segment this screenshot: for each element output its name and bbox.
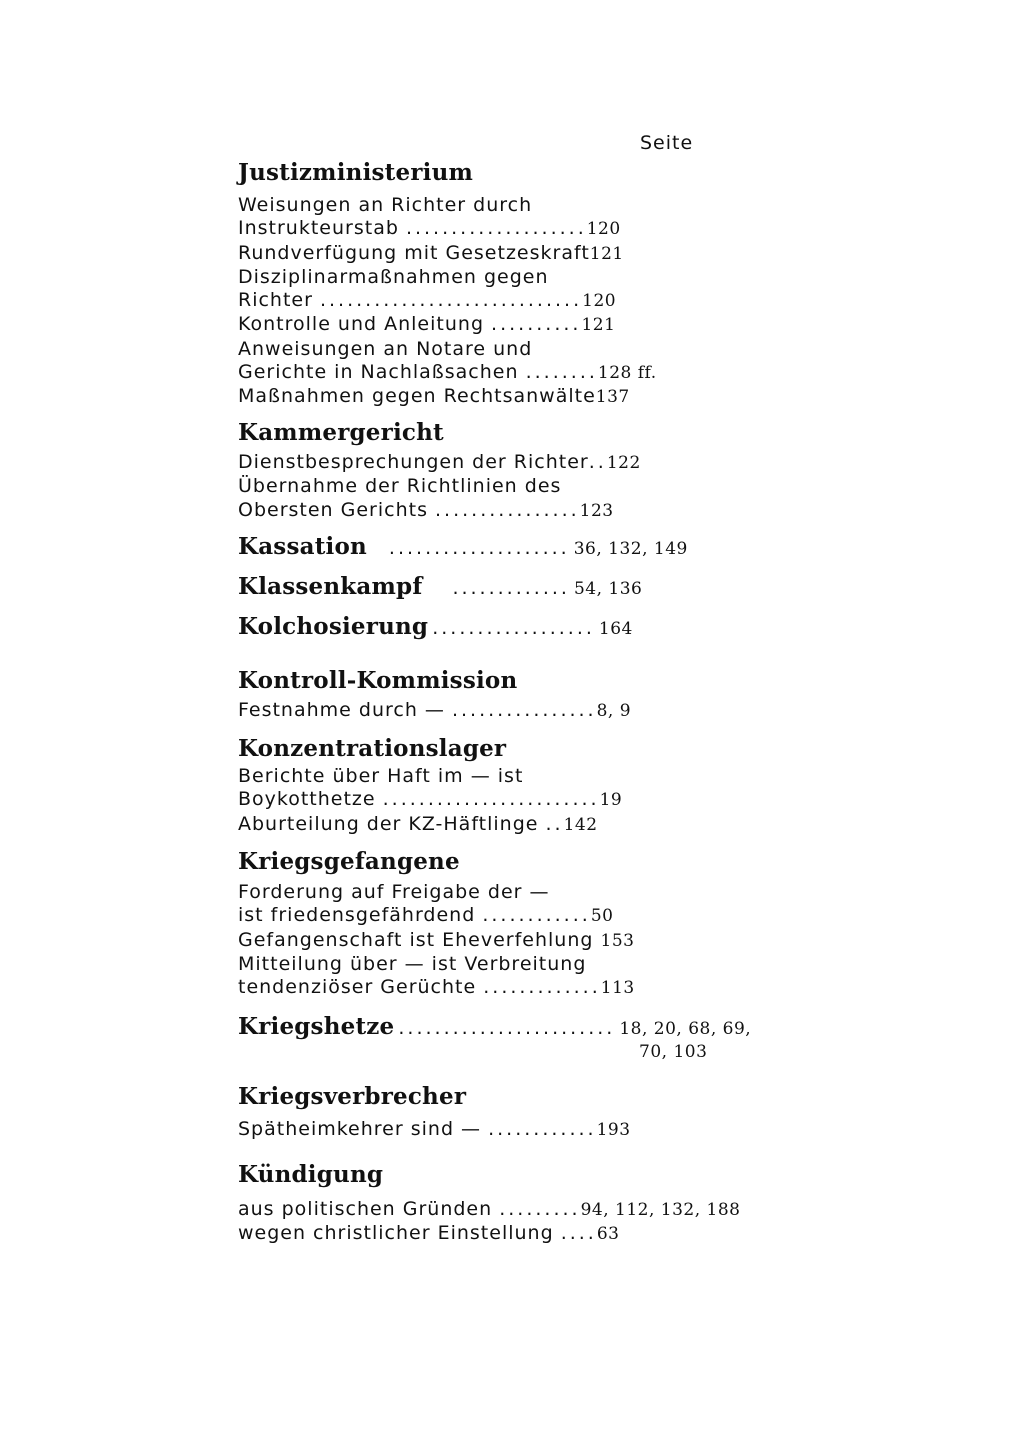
page-ref: 128 ff. [597,363,657,384]
page-ref: 63 [596,1224,620,1245]
entry-kriegsverbrecher [238,1084,798,1142]
subentry-line: Anweisungen an Notare und [238,337,533,360]
page-ref: 142 [563,814,598,835]
entry-heading: Kammergericht [238,419,444,446]
entry-heading: Kündigung [238,1161,384,1188]
page-ref: 153 [600,930,635,951]
entry-klassenkampf: Klassenkampf ............. 54, 136 [238,573,643,600]
entry-kammergericht [238,420,798,523]
entry-kontroll-kommission [238,668,798,723]
entry-heading: Kriegshetze [238,1013,395,1040]
subentry-line: Maßnahmen gegen Rechtsanwälte137 [238,385,630,408]
page-ref: 193 [596,1120,631,1140]
entry-kriegsgefangene [238,849,798,1000]
entry-justizministerium [238,160,798,410]
subentry-line: Übernahme der Richtlinien des [238,475,562,498]
subentry-line: Mitteilung über — ist Verbreitung [238,952,587,975]
entry-heading: Kontroll-Kommission [238,667,518,694]
entry-heading: Klassenkampf [238,573,423,600]
page-ref: 8, 9 [596,701,632,721]
entry-heading: Kriegsverbrecher [238,1083,467,1110]
page-ref-continuation: 70, 103 [639,1042,708,1062]
entry-heading: Kriegsgefangene [238,848,460,875]
subentry-line: Aburteilung der KZ-Häftlinge ..142 [238,812,598,835]
page-ref: 54, 136 [573,579,643,599]
page-ref: 18, 20, 68, 69, [619,1019,752,1039]
subentry-line: Berichte über Haft im — ist [238,765,524,787]
subentry-line: aus politischen Gründen .........94, 112, 132, 188 [238,1198,741,1220]
subentry-line: Festnahme durch — ................8, 9 [238,699,632,721]
subentry-line: Weisungen an Richter durch [238,194,533,216]
entry-heading: Kolchosierung [238,613,429,640]
page-ref: 94, 112, 132, 188 [580,1200,741,1220]
page-ref: 19 [599,790,623,811]
entry-konzentrationslager [238,736,798,837]
page-ref: 113 [600,978,635,999]
subentry-line: Obersten Gerichts ................123 [238,498,614,521]
entry-kassation: Kassation .................... 36, 132, 149 [238,533,688,560]
page-ref: 121 [581,315,616,336]
subentry-line: Gerichte in Nachlaßsachen ........128 ff. [238,361,657,384]
subentry-line: Instrukteurstab ....................120 [238,217,621,240]
entry-kriegshetze: Kriegshetze ........................ 18, 20, 68, 69, 70, 103 [238,1014,798,1064]
page-ref: 50 [590,906,614,927]
subentry-line: tendenziöser Gerüchte .............113 [238,976,635,999]
subentry-line: Forderung auf Freigabe der — [238,881,550,903]
page-column-header: Seite [640,132,694,154]
entry-kolchosierung: Kolchosierung .................. 164 [238,613,633,640]
page-ref: 120 [582,291,617,312]
entry-heading: Konzentrationslager [238,735,507,762]
subentry-line: Rundverfügung mit Gesetzeskraft121 [238,241,624,264]
page-ref: 123 [579,500,614,521]
subentry-line: Boykotthetze ........................19 [238,788,623,811]
entry-heading: Justizministerium [238,159,474,186]
entry-heading: Kassation [238,533,367,560]
subentry-line: ist friedensgefährdend ............50 [238,904,614,927]
entry-kuendigung [238,1162,798,1247]
page-ref: 164 [598,619,633,639]
page-ref: 121 [589,243,624,264]
subentry-line: Disziplinarmaßnahmen gegen [238,265,549,288]
page-ref: 137 [595,387,630,408]
page-ref: 120 [586,219,621,240]
subentry-line: Spätheimkehrer sind — ............193 [238,1118,631,1140]
subentry-line: wegen christlicher Einstellung ....63 [238,1222,620,1245]
subentry-line: Gefangenschaft ist Eheverfehlung 153 [238,928,635,951]
subentry-line: Kontrolle und Anleitung ..........121 [238,313,616,336]
page-ref: 36, 132, 149 [573,539,688,559]
subentry-line: Richter .............................120 [238,289,617,312]
subentry-line: Dienstbesprechungen der Richter..122 [238,451,641,473]
page-ref: 122 [606,453,641,473]
